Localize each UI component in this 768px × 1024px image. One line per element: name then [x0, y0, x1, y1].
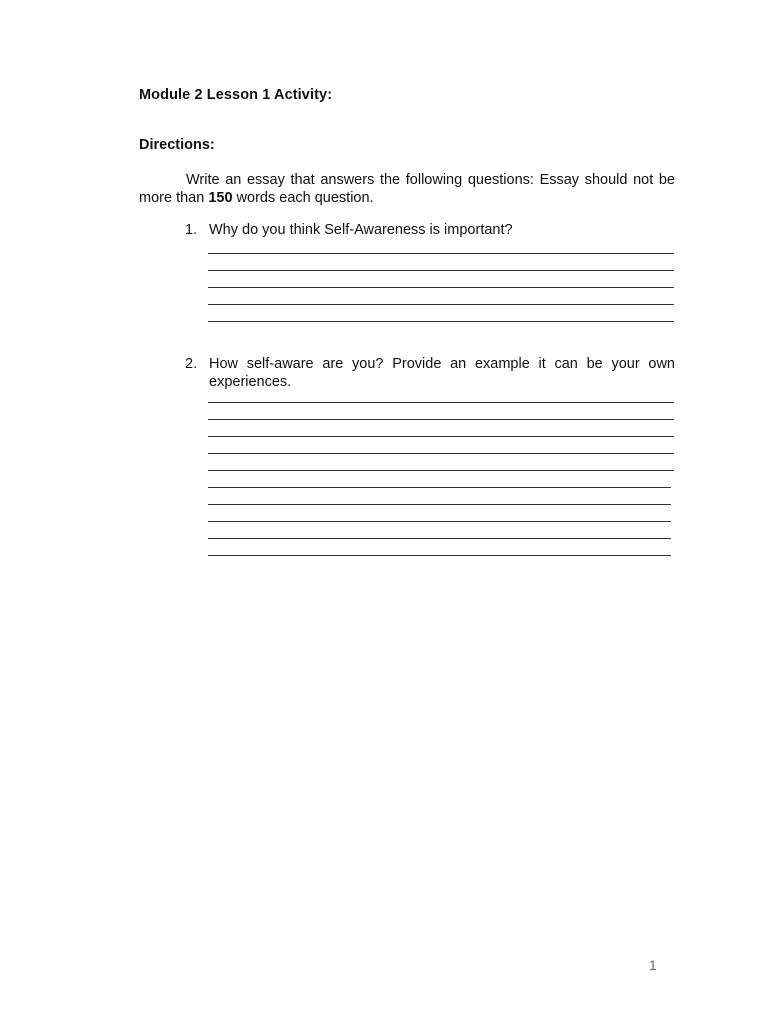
answer-line — [208, 522, 671, 539]
word-limit-value: 150 — [208, 190, 233, 206]
answer-line — [208, 488, 671, 505]
question-2-answer-lines — [208, 386, 674, 556]
directions-text-part-1: Write an essay that answers the following questions: Essay should not be more than — [139, 172, 675, 206]
answer-line — [208, 403, 674, 420]
answer-line — [208, 539, 671, 556]
answer-line — [208, 454, 674, 471]
answer-line — [208, 288, 674, 305]
answer-line — [208, 386, 674, 403]
directions-heading: Directions: — [139, 137, 215, 153]
answer-line — [208, 271, 674, 288]
page-title: Module 2 Lesson 1 Activity: — [139, 87, 333, 103]
page-number: 1 — [649, 957, 657, 973]
directions-text — [139, 171, 675, 207]
answer-line — [208, 505, 671, 522]
answer-line — [208, 471, 671, 488]
question-2-number: 2. — [185, 356, 198, 372]
directions-text-part-2: words each question. — [232, 190, 374, 206]
answer-line — [208, 305, 674, 322]
question-1-number: 1. — [185, 222, 198, 238]
answer-line — [208, 254, 674, 271]
answer-line — [208, 437, 674, 454]
question-1-answer-lines — [208, 237, 674, 322]
question-2-text: How self-aware are you? Provide an example it can be your own experiences. — [209, 356, 675, 390]
answer-line — [208, 420, 674, 437]
answer-line — [208, 237, 674, 254]
question-1-text: Why do you think Self-Awareness is important? — [209, 222, 513, 238]
